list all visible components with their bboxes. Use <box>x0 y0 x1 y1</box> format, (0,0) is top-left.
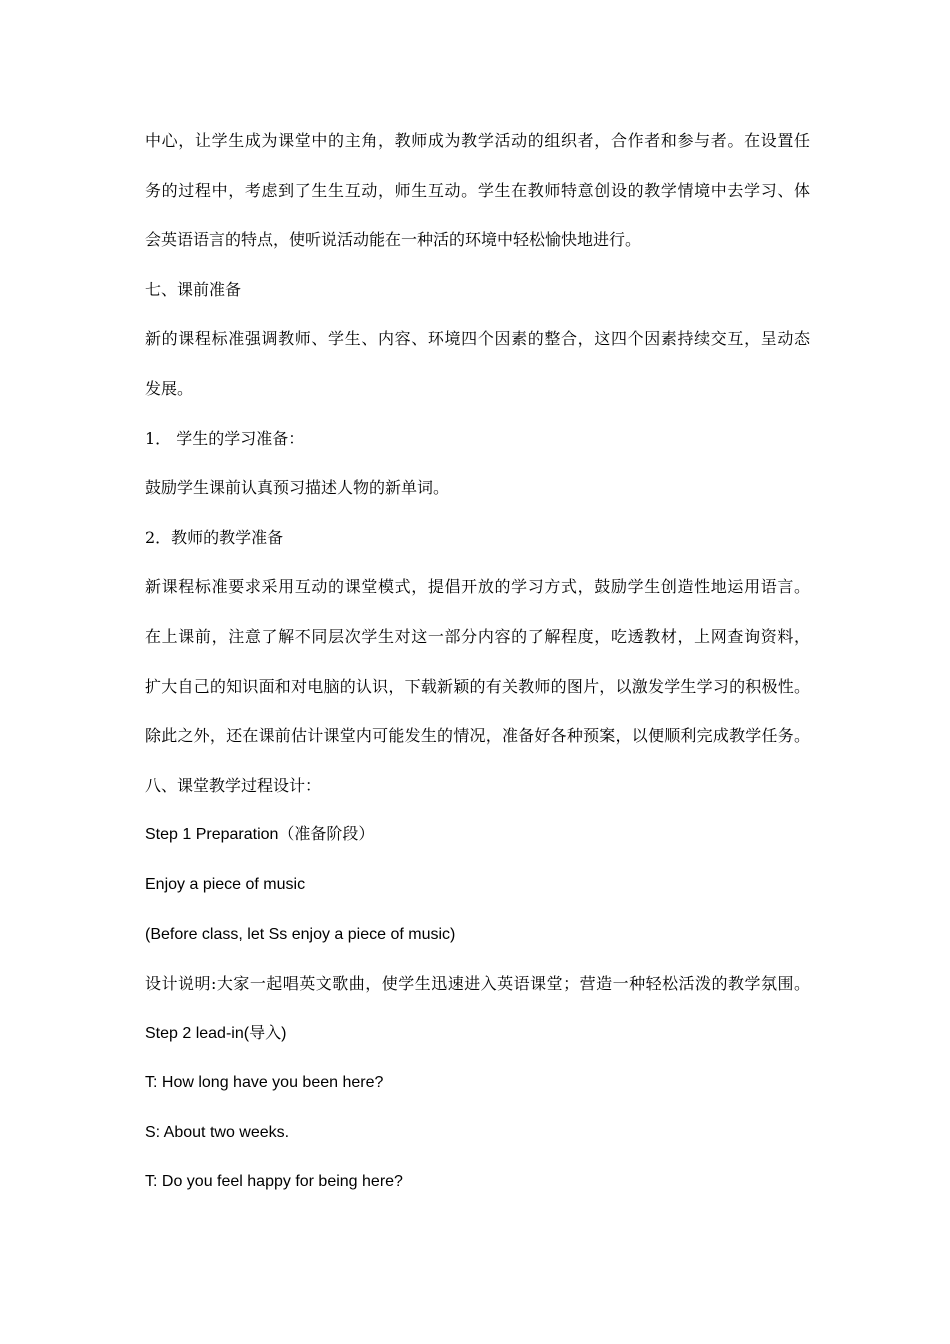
dialogue-line: S: About two weeks. <box>145 1123 290 1141</box>
document-body <box>145 124 810 1215</box>
subheading: 2．教师的教学准备 <box>145 527 284 547</box>
paragraph-line: 设计说明:大家一起唱英文歌曲，使学生迅速进入英语课堂；营造一种轻松活泼的教学氛围。 <box>145 974 810 994</box>
paragraph-line: (Before class, let Ss enjoy a piece of music) <box>145 925 456 943</box>
dialogue-line: T: How long have you been here? <box>145 1074 384 1092</box>
step-heading: Step 1 Preparation（准备阶段） <box>145 826 375 844</box>
paragraph-line: 在上课前，注意了解不同层次学生对这一部分内容的了解程度，吃透教材，上网查询资料， <box>145 626 810 646</box>
subheading: 1． 学生的学习准备： <box>145 428 305 448</box>
paragraph-line: 鼓励学生课前认真预习描述人物的新单词。 <box>145 478 450 498</box>
paragraph-line: 新的课程标准强调教师、学生、内容、环境四个因素的整合，这四个因素持续交互，呈动态 <box>145 329 810 349</box>
paragraph-line: 中心，让学生成为课堂中的主角，教师成为教学活动的组织者，合作者和参与者。在设置任 <box>145 131 810 150</box>
paragraph-line: 务的过程中，考虑到了生生互动，师生互动。学生在教师特意创设的教学情境中去学习、体 <box>145 180 810 200</box>
paragraph-line: Enjoy a piece of music <box>145 875 306 893</box>
step-heading: Step 2 lead-in(导入) <box>145 1024 287 1042</box>
paragraph-line: 新课程标准要求采用互动的课堂模式，提倡开放的学习方式，鼓励学生创造性地运用语言。 <box>145 577 810 597</box>
paragraph-line: 会英语语言的特点，使听说活动能在一种活的环境中轻松愉快地进行。 <box>145 230 642 250</box>
dialogue-line: T: Do you feel happy for being here? <box>145 1173 403 1191</box>
section-heading: 八、课堂教学过程设计： <box>145 775 322 795</box>
paragraph-line: 除此之外，还在课前估计课堂内可能发生的情况，准备好各种预案，以便顺利完成教学任务。 <box>145 726 810 746</box>
paragraph-line: 发展。 <box>145 378 194 398</box>
paragraph-line: 扩大自己的知识面和对电脑的认识，下载新颖的有关教师的图片，以激发学生学习的积极性。 <box>145 676 810 696</box>
section-heading: 七、课前准备 <box>145 279 242 299</box>
